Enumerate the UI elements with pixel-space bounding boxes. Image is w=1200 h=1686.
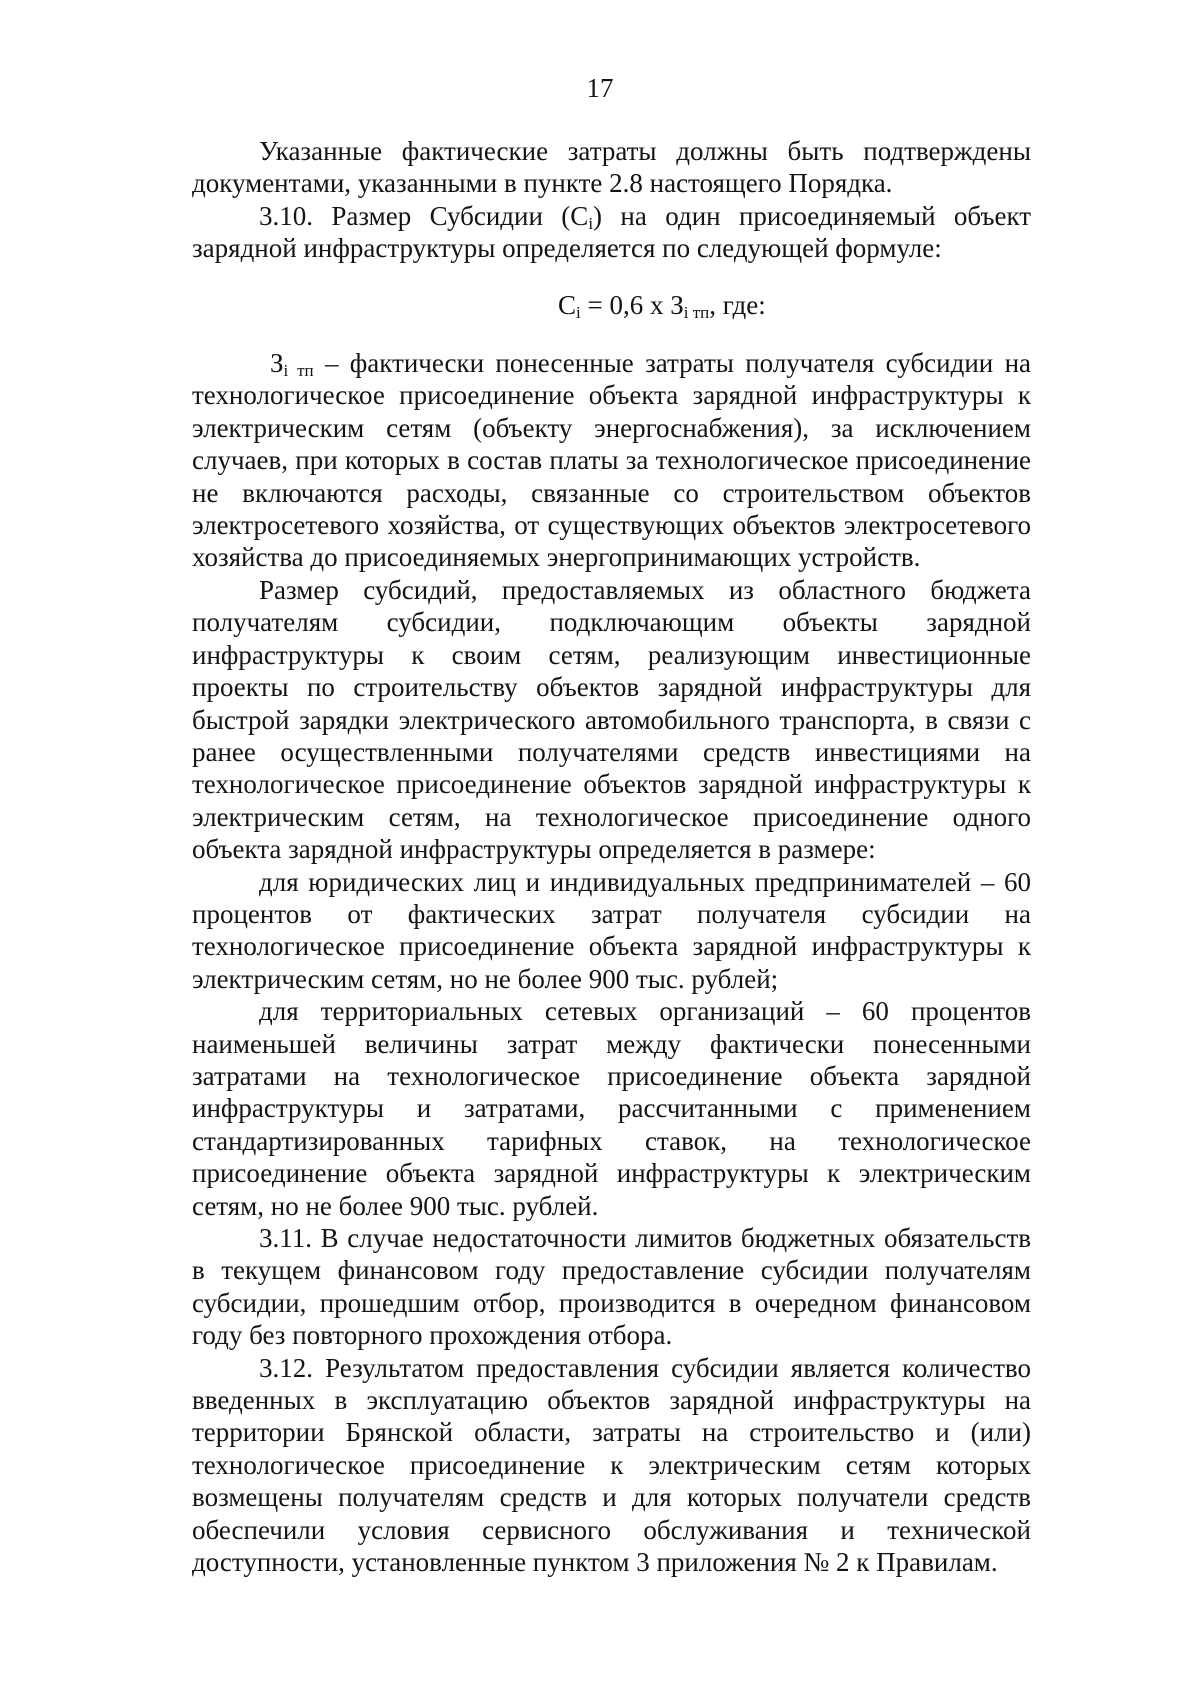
- definition-symbol: З: [270, 348, 284, 379]
- page-number: 17: [586, 73, 614, 103]
- paragraph-3-12: 3.12. Результатом предоставления субсидии является количество введенных в эксплуатацию объектов зарядной инфраструктуры на территории Брянской области, затраты на строительство и (или) технологическое присоединение к электрическим сетям которых возмещены получателям средств и для которых получатели средств обеспечили условия сервисного обслуживания и технической доступности, установленные пунктом 3 приложения № 2 к Правилам.: [192, 1352, 1031, 1578]
- formula-end: , где:: [709, 289, 766, 320]
- formula-definition: [192, 347, 1031, 574]
- paragraph-3-10-rest: ) на один присоединяемый объект зарядной инфраструктуры определяется по следующей формуле:: [192, 200, 1031, 264]
- paragraph-3-10-start: 3.10. Размер Субсидии (C: [259, 200, 589, 231]
- definition-text: – фактически понесенные затраты получателя субсидии на технологическое присоединение объекта зарядной инфраструктуры к электрическим сетям (объекту энергоснабжения), за исключением случаев, при которых в состав платы за технологическое присоединение не включаются расходы, связанные со строительством объектов электросетевого хозяйства, от существующих объектов электросетевого хозяйства до присоединяемых энергопринимающих устройств.: [192, 348, 1032, 573]
- formula-c: C: [558, 289, 577, 320]
- paragraph-subsidy-size: Размер субсидий, предоставляемых из областного бюджета получателям субсидии, подключающим объекты зарядной инфраструктуры к своим сетям, реализующим инвестиционные проекты по строительству объектов зарядной инфраструктуры для быстрой зарядки электрического автомобильного транспорта, в связи с ранее осуществленными получателями средств инвестициями на технологическое присоединение объектов зарядной инфраструктуры к электрическим сетям, на технологическое присоединение одного объекта зарядной инфраструктуры определяется в размере:: [192, 574, 1031, 865]
- paragraph-network-organizations: для территориальных сетевых организаций – 60 процентов наименьшей величины затрат между фактически понесенными затратами на технологическое присоединение объекта зарядной инфраструктуры и затратами, рассчитанными с применением стандартизированных тарифных ставок, на технологическое присоединение объекта зарядной инфраструктуры к электрическим сетям, но не более 900 тыс. рублей.: [192, 996, 1031, 1221]
- paragraph-expenses-confirmation: Указанные фактические затраты должны быть подтверждены документами, указанными в пункте 2.8 настоящего Порядка.: [192, 136, 1031, 199]
- subsidy-formula: [192, 289, 1031, 321]
- definition-subscript: i тп: [283, 361, 314, 381]
- formula-middle: = 0,6 x З: [580, 289, 684, 320]
- document-body: [192, 135, 1031, 1578]
- paragraph-3-11: 3.11. В случае недостаточности лимитов бюджетных обязательств в текущем финансовом году предоставление субсидии получателям субсидии, прошедшим отбор, производится в очередном финансовом году без повторного прохождения отбора.: [192, 1223, 1031, 1351]
- subscript-i: i: [588, 213, 594, 233]
- formula-c-subscript: i: [576, 302, 581, 322]
- paragraph-legal-entities: для юридических лиц и индивидуальных предпринимателей – 60 процентов от фактических затрат получателя субсидии на технологическое присоединение объекта зарядной инфраструктуры к электрическим сетям, но не более 900 тыс. рублей;: [192, 866, 1031, 994]
- formula-z-subscript: i тп: [683, 302, 710, 322]
- paragraph-3-10: [192, 200, 1031, 265]
